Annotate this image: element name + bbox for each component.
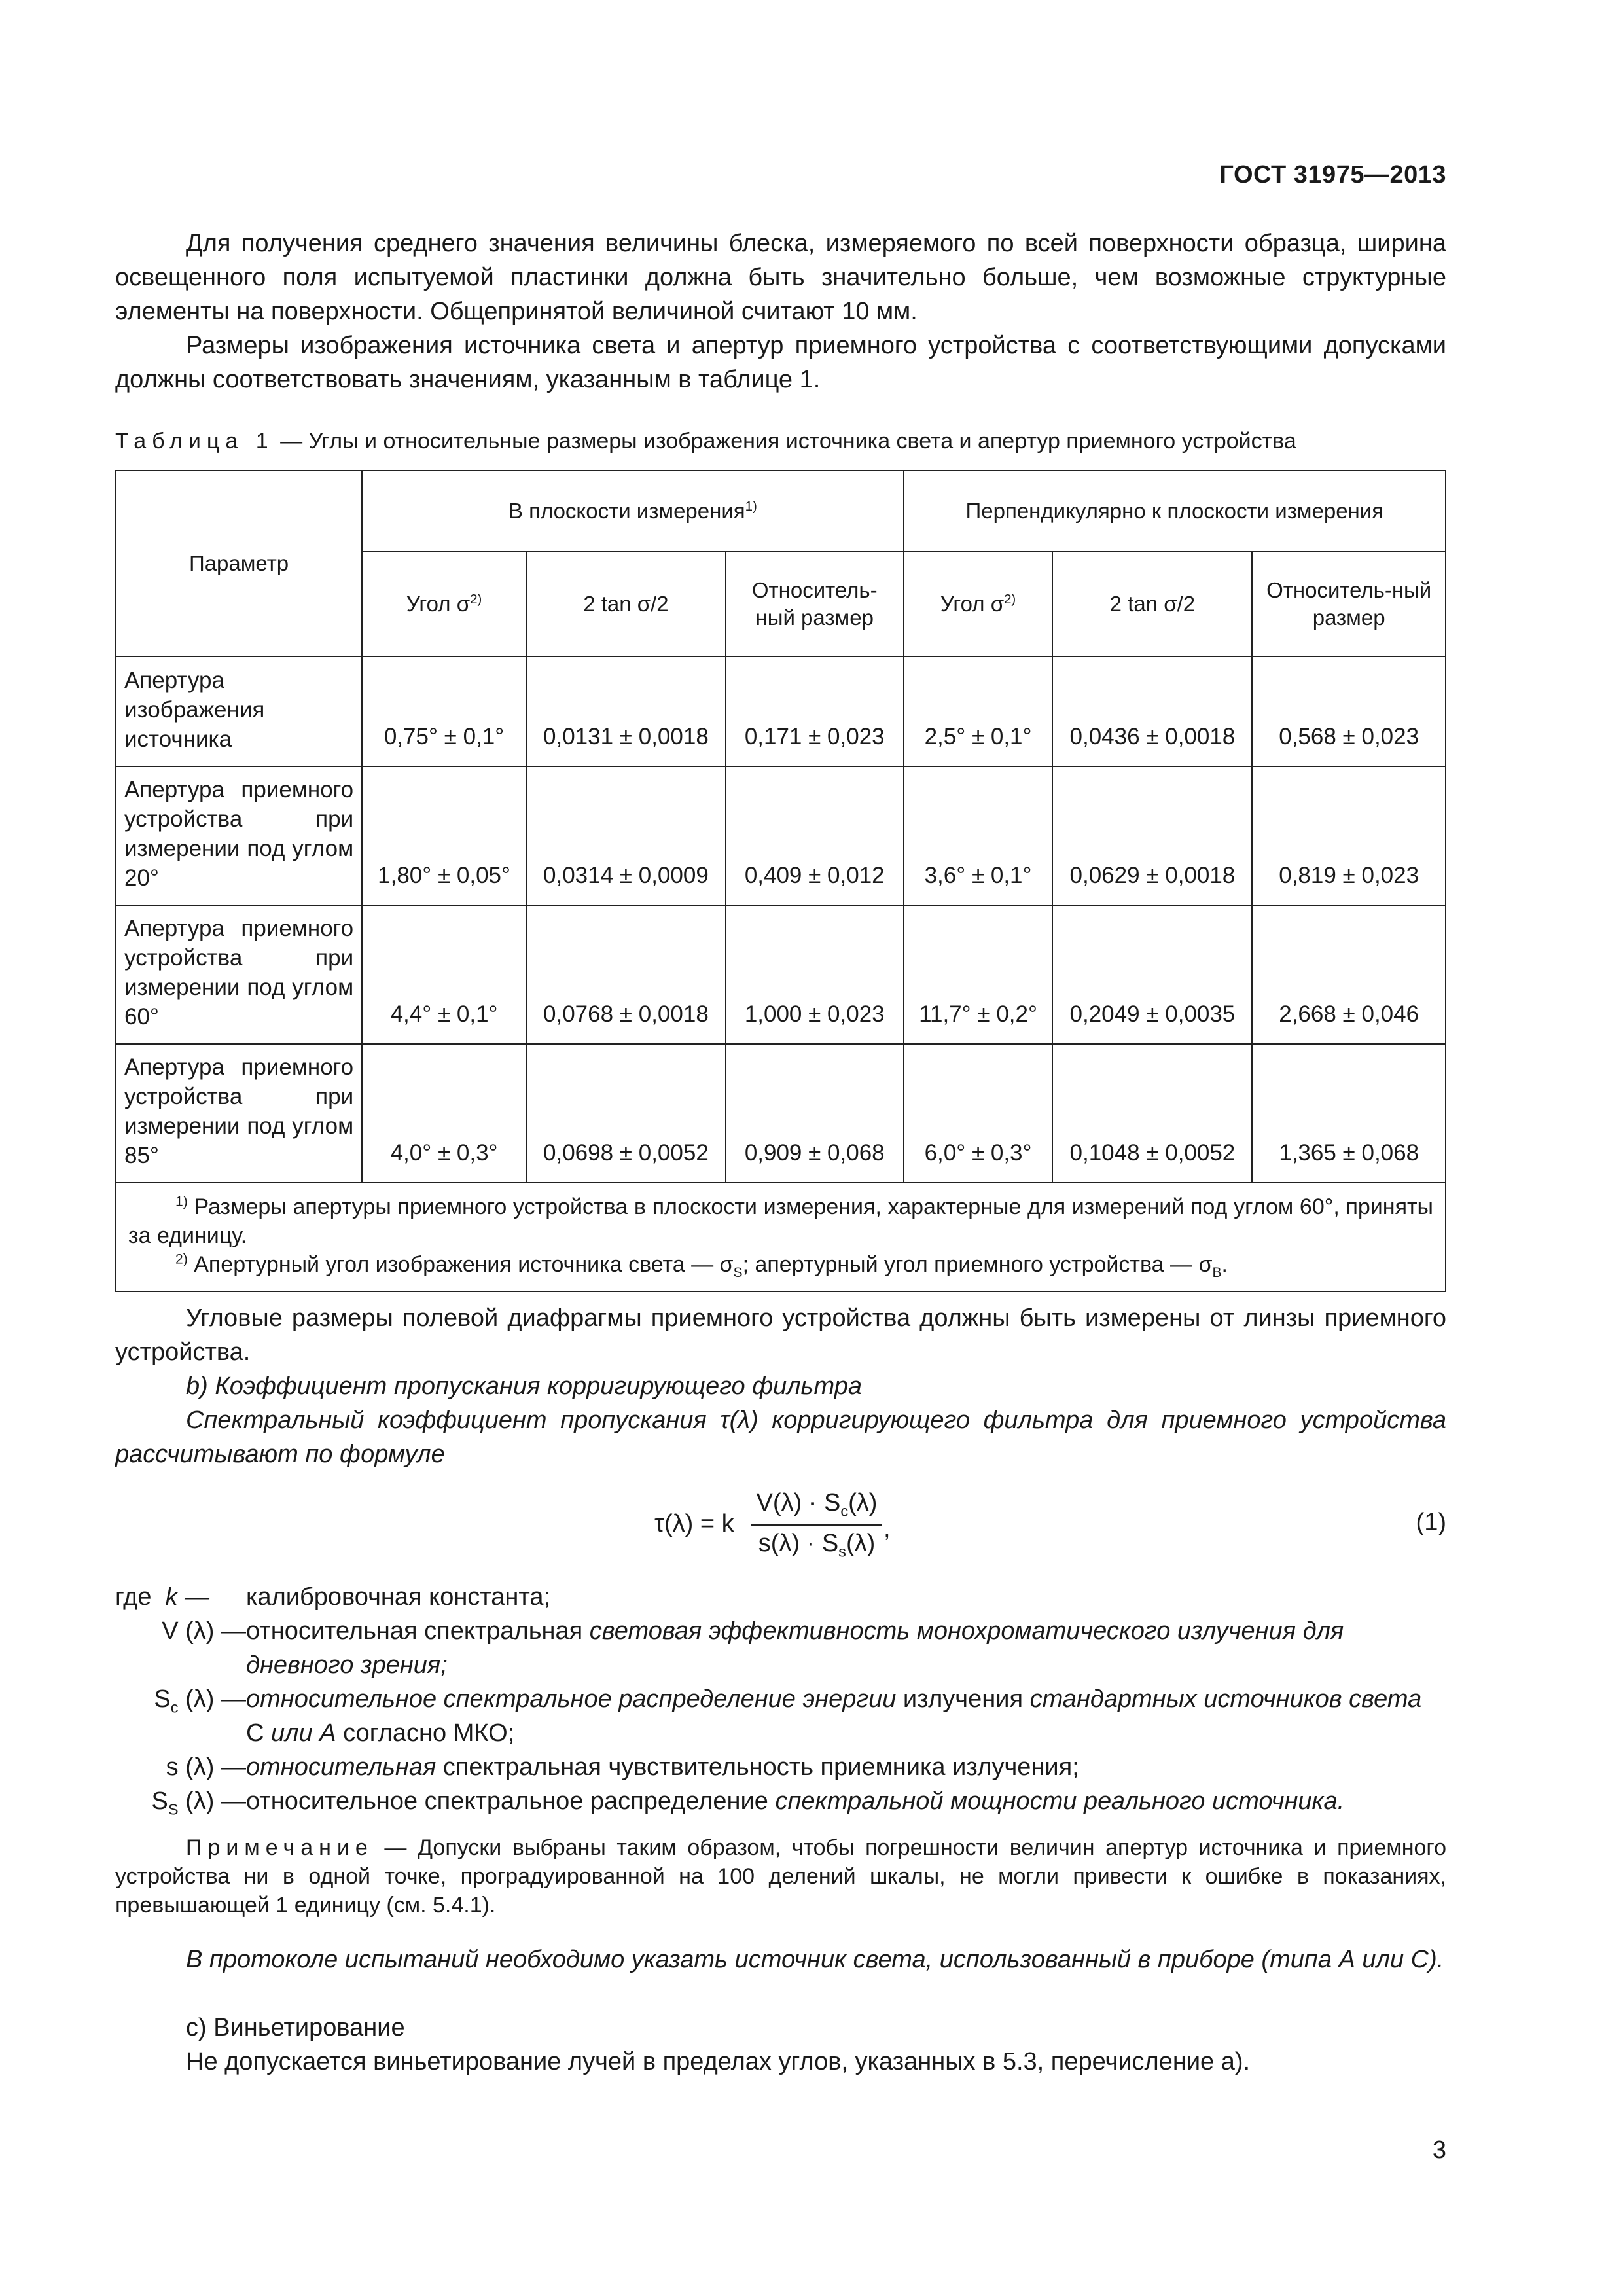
formula-number: (1) [1416,1509,1446,1536]
cell: 4,4° ± 0,1° [362,905,526,1044]
header-perpendicular: Перпендикулярно к плоскости измерения [904,471,1446,552]
cell: 0,819 ± 0,023 [1252,766,1446,905]
cell: 0,0698 ± 0,0052 [526,1044,726,1183]
table-notes [116,1183,1446,1291]
note-label: Примечание [186,1835,374,1860]
subsection-b-title: b) Коэффициент пропускания корригирующего фильтра [186,1372,863,1400]
cell: 0,0131 ± 0,0018 [526,656,726,766]
cell: 0,0314 ± 0,0009 [526,766,726,905]
table-caption-label: Таблица 1 [115,429,274,454]
table-note-2: $^{2)}$ Апертурный угол изображения источника света — $\sigma_S$; апертурный угол приемного устройства — $\sigma_B$. [175,1251,1228,1280]
table-row [116,766,1446,905]
legend-v: V (λ) — относительная спектральная световая эффективность монохроматического излучения для дневного зрения; [162,1617,1344,1679]
table-row [116,1044,1446,1183]
paragraph-2: Размеры изображения источника света и апертур приемного устройства с соответствующими допусками должны соответствовать значениям, указанным в таблице 1. [115,332,1446,393]
cell: 0,171 ± 0,023 [726,656,904,766]
formula-1 [654,1489,982,1568]
table-1 [115,470,1446,1292]
table-row [116,905,1446,1044]
header-angle-1: Угол $\sigma^{2)}$ [362,552,526,656]
header-parameter: Параметр [116,471,362,656]
cell: 0,2049 ± 0,0035 [1052,905,1252,1044]
cell: 0,0436 ± 0,0018 [1052,656,1252,766]
paragraph-1: Для получения среднего значения величины блеска, измеряемого по всей поверхности образца, ширина освещенного поля испытуемой пластинки должна быть значительно больше, чем возможные структурные элементы на поверхности. Общепринятой величиной считают 10 мм. [115,230,1446,325]
header-relsize-2: Относитель-ный размер [1252,552,1446,656]
legend-s: s (λ) — относительная спектральная чувствительность приемника излучения; [166,1753,1079,1781]
table-caption-text: — Углы и относительные размеры изображения источника света и апертур приемного устройства [274,429,1296,454]
row-param: Апертура изображения источника [116,656,362,766]
page-number: 3 [1432,2136,1446,2164]
cell: 0,568 ± 0,023 [1252,656,1446,766]
table-note-1: $^{1)}$ Размеры апертуры приемного устройства в плоскости измерения, характерные для измерений под углом 60°, приняты за единицу. [128,1194,1433,1248]
cell: 1,80° ± 0,05° [362,766,526,905]
cell: 2,668 ± 0,046 [1252,905,1446,1044]
cell: 4,0° ± 0,3° [362,1044,526,1183]
formula-lhs: τ(λ) = k [654,1510,734,1537]
formula-legend [115,1580,1446,1818]
cell: 11,7° ± 0,2° [904,905,1053,1044]
header-tan-2: 2 tan σ/2 [1052,552,1252,656]
paragraph-5: Спектральный коэффициент пропускания τ(λ) корригирующего фильтра для приемного устройства рассчитывают по формуле [115,1407,1446,1468]
document-code: ГОСТ 31975—2013 [1219,161,1446,188]
cell: 6,0° ± 0,3° [904,1044,1053,1183]
formula-numerator: $V(\lambda) \cdot S_c(\lambda)$ [756,1489,878,1520]
cell: 0,909 ± 0,068 [726,1044,904,1183]
cell: 0,409 ± 0,012 [726,766,904,905]
cell: 0,0768 ± 0,0018 [526,905,726,1044]
legend-sc: $S_c$ (λ) — относительное спектральное распределение энергии излучения стандартных источников света С или А согласно МКО; [154,1685,1422,1747]
row-param: Апертура приемного устройства при измерении под углом 85° [116,1044,362,1183]
table-row [116,656,1446,766]
fraction-bar [751,1524,882,1526]
cell: 0,1048 ± 0,0052 [1052,1044,1252,1183]
table-caption [115,427,1446,456]
formula-denominator: $s(\lambda) \cdot S_s(\lambda)$ [758,1530,876,1560]
cell: 1,365 ± 0,068 [1252,1044,1446,1183]
subsection-c-title: c) Виньетирование [186,2014,405,2041]
header-in-plane: В плоскости измерения$^{1)}$ [362,471,903,552]
header-tan-1: 2 tan σ/2 [526,552,726,656]
header-relsize-1: Относитель-ный размер [726,552,904,656]
paragraph-6: В протоколе испытаний необходимо указать источник света, использованный в приборе (типа А или С). [186,1946,1444,1973]
note [115,1833,1446,1920]
cell: 2,5° ± 0,1° [904,656,1053,766]
legend-k: где k — калибровочная константа; [115,1583,551,1611]
cell: 0,75° ± 0,1° [362,656,526,766]
cell: 3,6° ± 0,1° [904,766,1053,905]
legend-ss: $S_S$ (λ) — относительное спектральное распределение спектральной мощности реального источника. [151,1787,1345,1818]
header-angle-2: Угол $\sigma^{2)}$ [904,552,1053,656]
row-param: Апертура приемного устройства при измерении под углом 60° [116,905,362,1044]
paragraph-3: Угловые размеры полевой диафрагмы приемного устройства должны быть измерены от линзы приемного устройства. [115,1304,1446,1366]
row-param: Апертура приемного устройства при измерении под углом 20° [116,766,362,905]
cell: 1,000 ± 0,023 [726,905,904,1044]
note-text: — Допуски выбраны таким образом, чтобы погрешности величин апертур источника и приемного устройства ни в одной точке, проградуированной на 100 делений шкалы, не могли привести к ошибке в показаниях, превышающей 1 единицу (см. 5.4.1). [115,1835,1446,1918]
cell: 0,0629 ± 0,0018 [1052,766,1252,905]
paragraph-8: Не допускается виньетирование лучей в пределах углов, указанных в 5.3, перечисление а). [186,2048,1251,2075]
formula-comma: , [883,1515,891,1543]
